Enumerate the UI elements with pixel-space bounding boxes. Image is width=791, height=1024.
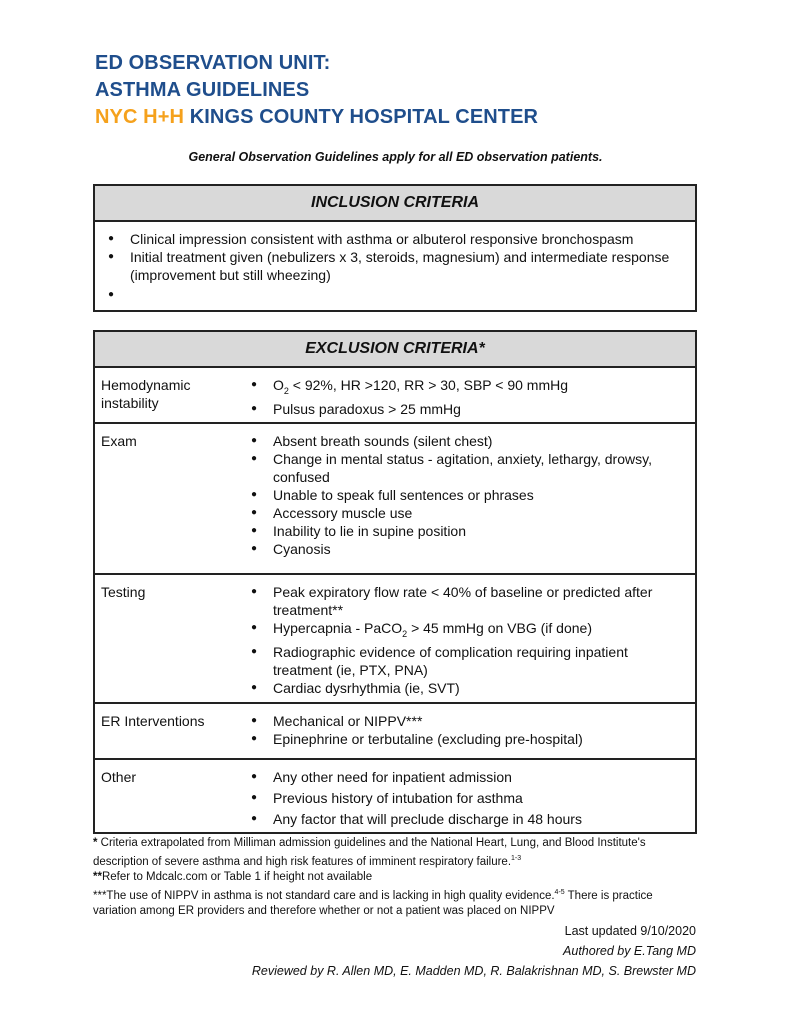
- title-hospital-name: KINGS COUNTY HOSPITAL CENTER: [184, 106, 539, 128]
- list-item: ● Radiographic evidence of complication requiring inpatient treatment (ie, PTX, PNA): [273, 643, 685, 679]
- list-item: ● Peak expiratory flow rate < 40% of baseline or predicted after treatment**: [273, 583, 685, 619]
- list-item: ● Mechanical or NIPPV***: [273, 712, 685, 730]
- reviewers-line: Reviewed by R. Allen MD, E. Madden MD, R. Balakrishnan MD, S. Brewster MD: [251, 964, 696, 978]
- row-hemodynamic: [95, 368, 695, 424]
- list-item: ● Hypercapnia - PaCO$_2$ > 45 mmHg on VBG (if done): [273, 619, 685, 643]
- footnote-2: **Refer to Mdcalc.com or Table 1 if height not available: [93, 870, 373, 883]
- row-label: Hemodynamic instability: [101, 377, 191, 411]
- exclusion-criteria-box: [93, 330, 697, 834]
- exclusion-criteria-heading: EXCLUSION CRITERIA*: [95, 332, 695, 368]
- row-label: Other: [101, 769, 137, 785]
- list-item: ● Clinical impression consistent with asthma or albuterol responsive bronchospasm: [130, 230, 695, 248]
- title-line-2: ASTHMA GUIDELINES: [95, 79, 310, 101]
- list-item: [130, 286, 695, 304]
- footnote-3: ***The use of NIPPV in asthma is not standard care and is lacking in high quality evidence.$^{4-5}$ There is practice variation among ER providers and therefore whether or not a patient was placed on NIPPV: [93, 888, 653, 917]
- list-item: ● $O_2 < 92\%$, HR >120, RR > 30, SBP < 90 mmHg: [273, 376, 685, 400]
- row-exam: [95, 424, 695, 575]
- list-item: ● Epinephrine or terbutaline (excluding pre-hospital): [273, 730, 685, 748]
- list-item: ● Pulsus paradoxus > 25 mmHg: [273, 400, 685, 418]
- footnote-1: * Criteria extrapolated from Milliman admission guidelines and the National Heart, Lung, and Blood Institute's description of severe asthma and high risk features of imminent respiratory failure.$^{1-3}$: [93, 837, 646, 868]
- list-item: ● Initial treatment given (nebulizers x 3, steroids, magnesium) and intermediate response (improvement but still wheezing): [130, 248, 695, 284]
- list-item: ● Previous history of intubation for asthma: [273, 789, 685, 807]
- list-item: ● Unable to speak full sentences or phrases: [273, 486, 685, 504]
- row-testing: [95, 575, 695, 704]
- row-label: Exam: [101, 433, 137, 449]
- list-item: ● Cyanosis: [273, 540, 685, 558]
- author-line: Authored by E.Tang MD: [563, 944, 696, 958]
- list-item: ● Absent breath sounds (silent chest): [273, 432, 685, 450]
- inclusion-criteria-list: [95, 222, 695, 304]
- last-updated: Last updated 9/10/2020: [564, 924, 696, 938]
- inclusion-criteria-heading: INCLUSION CRITERIA: [95, 186, 695, 222]
- document-title: [95, 50, 538, 131]
- list-item: ● Change in mental status - agitation, anxiety, lethargy, drowsy, confused: [273, 450, 685, 486]
- row-label: ER Interventions: [101, 713, 205, 729]
- title-line-3: [95, 104, 538, 131]
- footnotes: [93, 836, 697, 919]
- signature-block: [252, 921, 696, 981]
- list-item: ● Any factor that will preclude discharge in 48 hours: [273, 810, 685, 828]
- list-item: ● Accessory muscle use: [273, 504, 685, 522]
- title-line-1: ED OBSERVATION UNIT:: [95, 52, 331, 74]
- inclusion-criteria-box: [93, 184, 697, 312]
- row-other: [95, 760, 695, 834]
- list-item: ● Cardiac dysrhythmia (ie, SVT): [273, 679, 685, 697]
- general-guidelines-note: General Observation Guidelines apply for all ED observation patients.: [188, 150, 603, 164]
- list-item: ● Inability to lie in supine position: [273, 522, 685, 540]
- row-er-interventions: [95, 704, 695, 760]
- title-nyc-hh: NYC H+H: [95, 106, 185, 128]
- row-label: Testing: [101, 584, 146, 600]
- list-item: ● Any other need for inpatient admission: [273, 768, 685, 786]
